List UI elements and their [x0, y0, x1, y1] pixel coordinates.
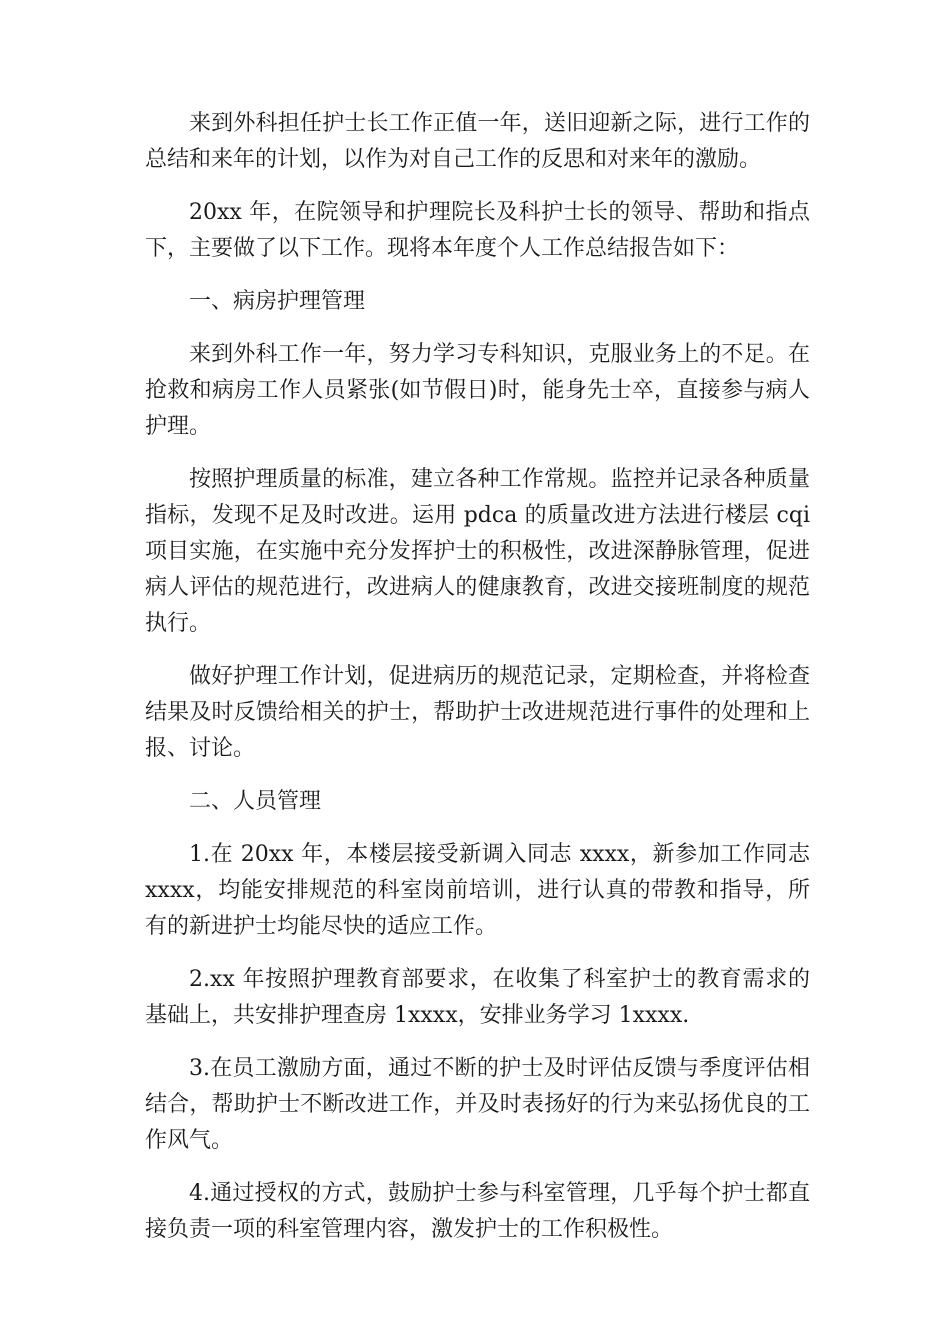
paragraph-intro: 来到外科担任护士长工作正值一年，送旧迎新之际，进行工作的总结和来年的计划，以作为对自己工作的反思和对来年的激励。	[145, 111, 810, 172]
paragraph-staff-1: 1.在 20xx 年，本楼层接受新调入同志 xxxx，新参加工作同志 xxxx，均能安排规范的科室岗前培训，进行认真的带教和指导，所有的新进护士均能尽快的适应工作。	[145, 842, 810, 939]
paragraph-staff-4: 4.通过授权的方式，鼓励护士参与科室管理，几乎每个护士都直接负责一项的科室管理内容，激发护士的工作积极性。	[145, 1181, 810, 1242]
paragraph-ward-2: 按照护理质量的标准，建立各种工作常规。监控并记录各种质量指标，发现不足及时改进。运用 pdca 的质量改进方法进行楼层 cqi 项目实施，在实施中充分发挥护士的积极性，改进深静脉管理，促进病人评估的规范进行，改进病人的健康教育，改进交接班制度的规范执行。	[145, 467, 810, 636]
section-heading-staff: 二、人员管理	[189, 789, 322, 814]
paragraph-overview: 20xx 年，在院领导和护理院长及科护士长的领导、帮助和指点下，主要做了以下工作。现将本年度个人工作总结报告如下：	[145, 200, 810, 261]
section-heading-ward-nursing: 一、病房护理管理	[189, 289, 366, 314]
paragraph-ward-3: 做好护理工作计划，促进病历的规范记录，定期检查，并将检查结果及时反馈给相关的护士，帮助护士改进规范进行事件的处理和上报、讨论。	[145, 664, 810, 761]
paragraph-ward-1: 来到外科工作一年，努力学习专科知识，克服业务上的不足。在抢救和病房工作人员紧张(如节假日)时，能身先士卒，直接参与病人护理。	[145, 342, 810, 439]
paragraph-staff-3: 3.在员工激励方面，通过不断的护士及时评估反馈与季度评估相结合，帮助护士不断改进工作，并及时表扬好的行为来弘扬优良的工作风气。	[145, 1056, 810, 1153]
paragraph-staff-2: 2.xx 年按照护理教育部要求，在收集了科室护士的教育需求的基础上，共安排护理查房 1xxxx，安排业务学习 1xxxx.	[145, 967, 810, 1028]
document-body	[145, 106, 810, 1265]
